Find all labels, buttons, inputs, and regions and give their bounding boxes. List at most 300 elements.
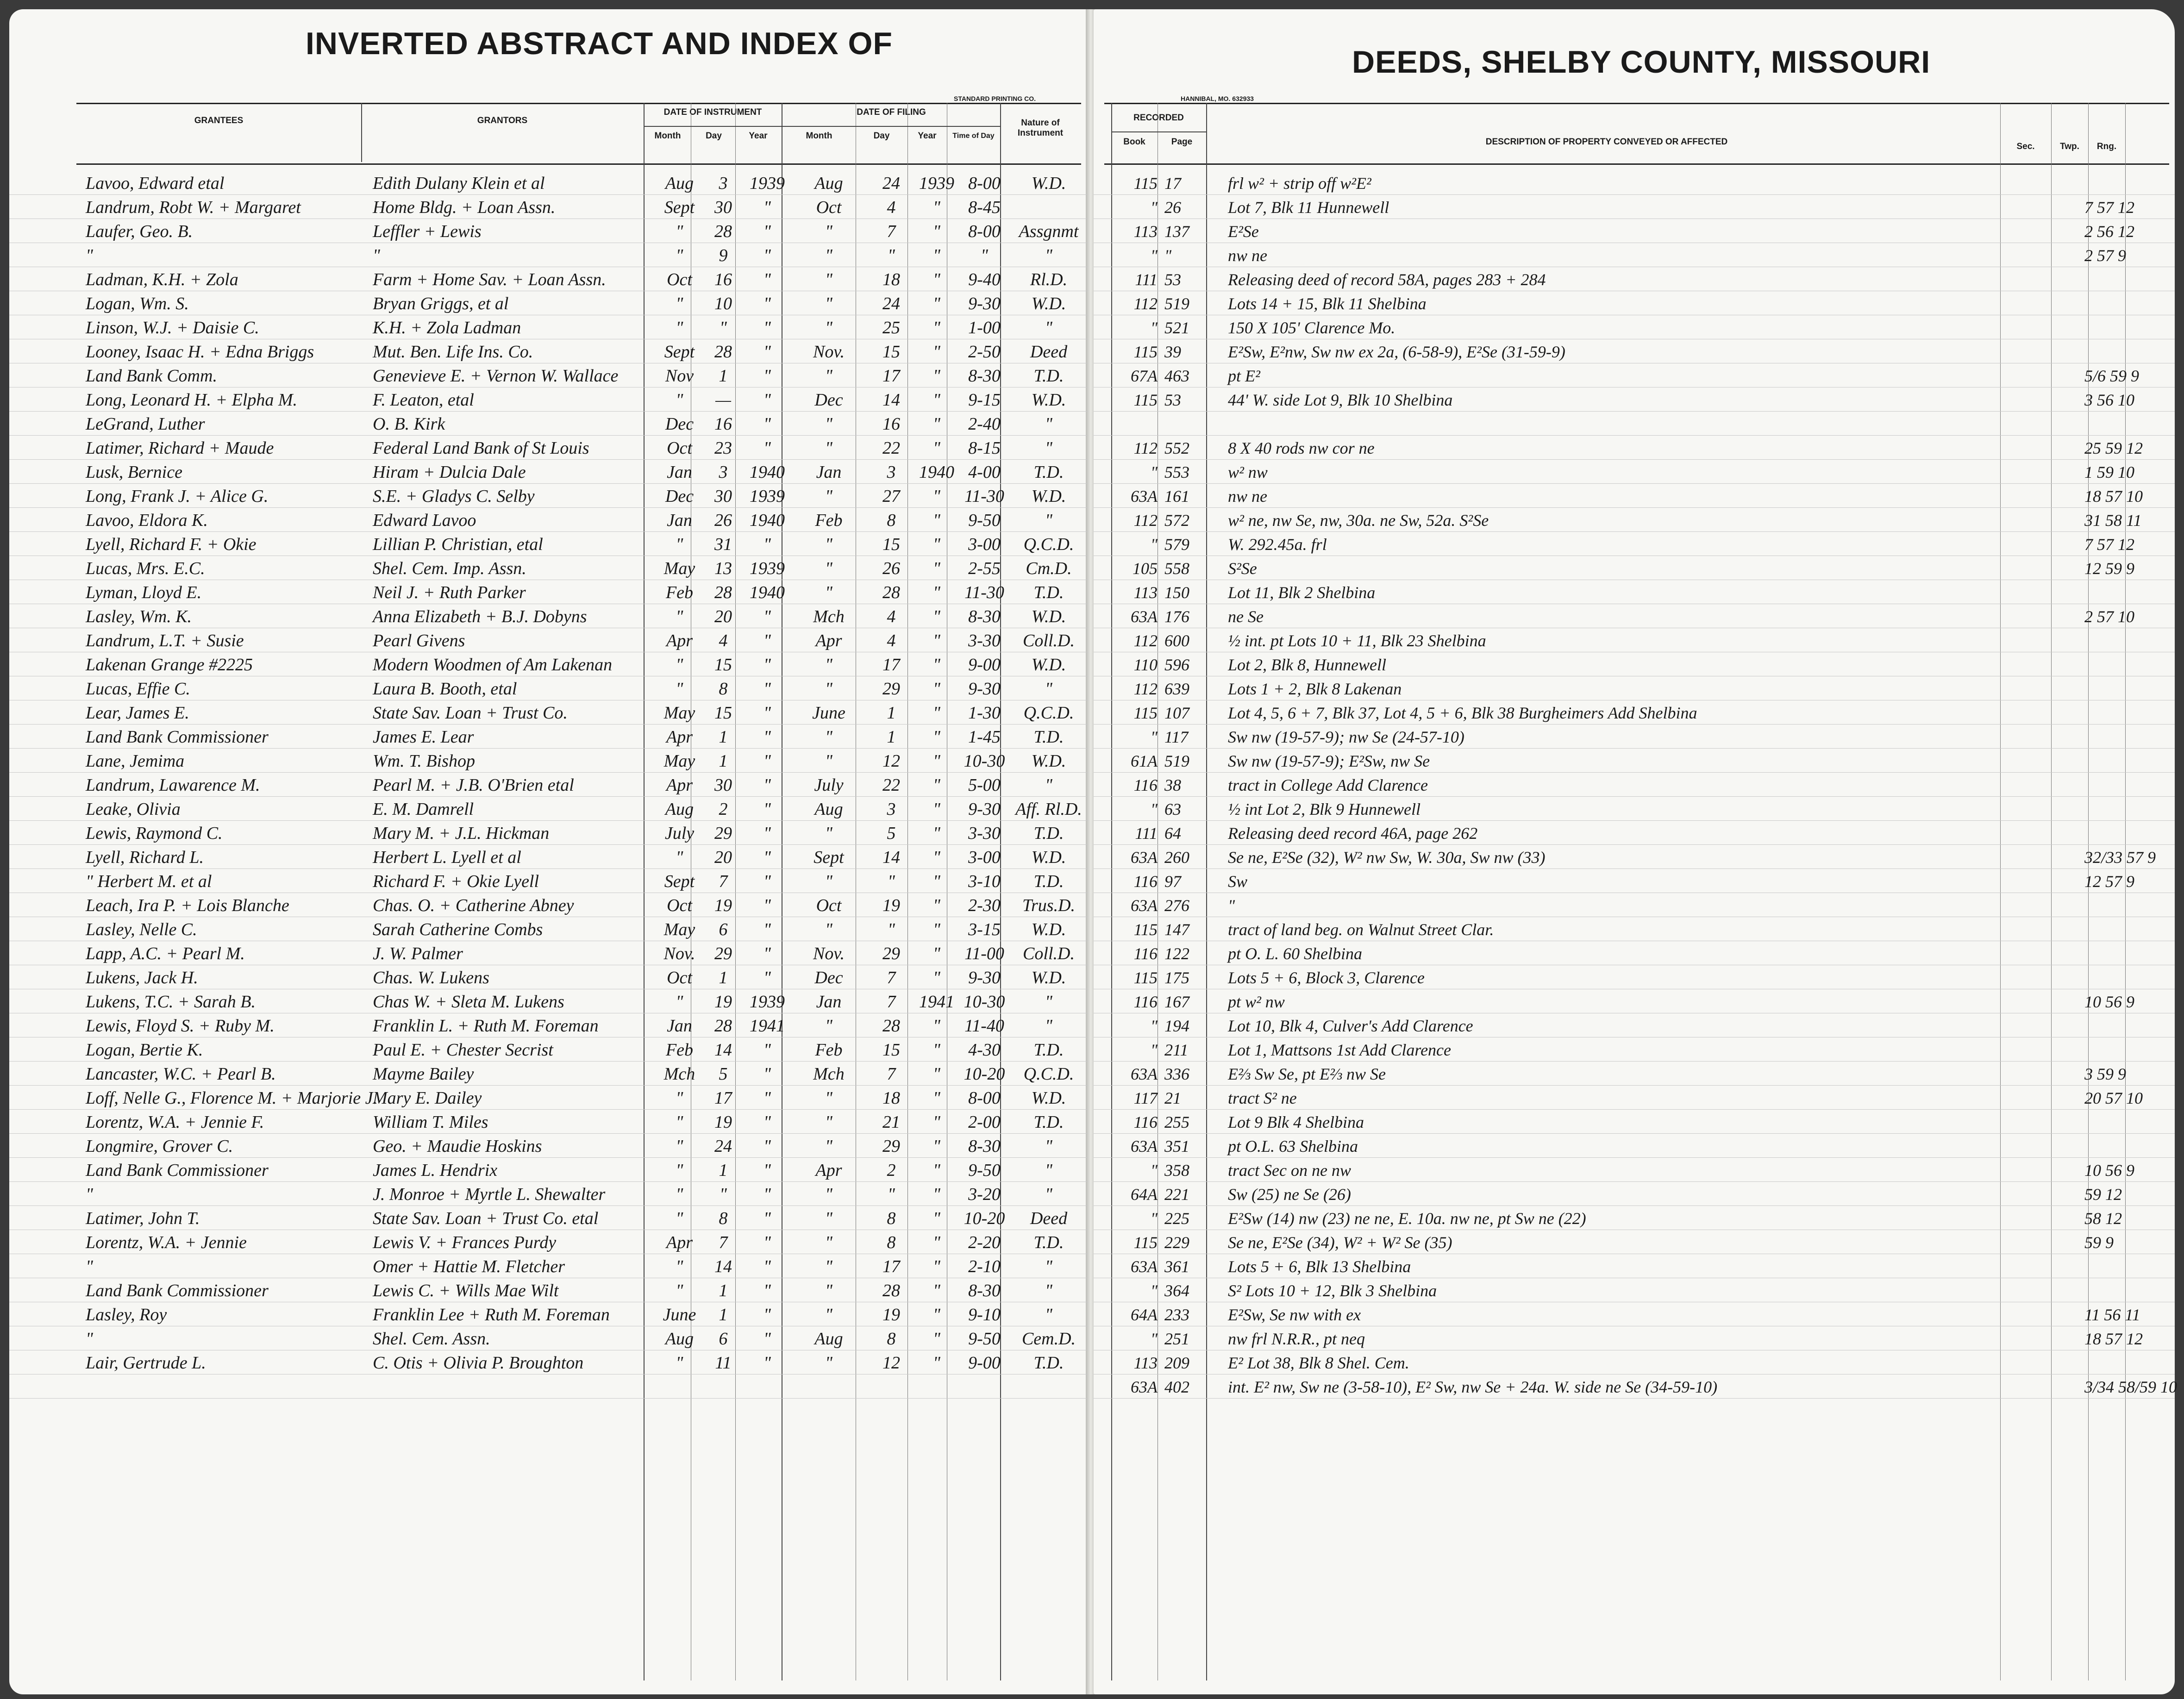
cell-y: 1940 [750,462,785,482]
cell-fy: " [933,294,940,313]
ledger-row-record [1094,508,2175,532]
cell-m: June [663,1305,696,1324]
cell-desc: Lot 7, Blk 11 Hunnewell [1228,198,1389,217]
cell-desc: nw ne [1228,487,1267,506]
cell-book: " [1150,1330,1158,1348]
cell-d: 17 [714,1088,732,1108]
cell-desc: pt w² nw [1228,993,1285,1011]
ledger-row [9,508,1088,532]
cell-fd: 1 [887,727,896,747]
cell-grantor: C. Otis + Olivia P. Broughton [373,1353,584,1373]
ledger-row-record [1094,219,2175,244]
cell-t: 4-00 [968,462,1001,482]
cell-page: 558 [1164,559,1189,578]
cell-fm: Sept [814,848,844,867]
cell-d: 15 [714,703,732,723]
cell-t: 1-00 [968,318,1001,337]
cell-fm: Jan [816,992,842,1012]
cell-d: 26 [714,511,732,530]
cell-fy: " [933,872,940,891]
cell-m: Nov. [663,944,695,963]
cell-book: 63A [1131,896,1158,915]
ledger-row [9,605,1088,629]
cell-desc: Sw nw (19-57-9); E²Sw, nw Se [1228,752,1430,770]
cell-fy: " [933,583,940,602]
cell-grantor: Chas. O. + Catherine Abney [373,896,574,915]
cell-grantee: Lusk, Bernice [86,462,182,482]
cell-page: 122 [1164,944,1189,963]
cell-t: 8-45 [968,198,1001,217]
cell-m: Dec [665,414,694,434]
cell-page: 26 [1164,198,1181,217]
cell-m: Aug [665,174,694,193]
cell-book: 112 [1133,511,1158,530]
cell-t: 8-30 [968,366,1001,386]
cell-fm: Nov. [813,944,845,963]
cell-n: " [1045,511,1052,530]
cell-d: 1 [719,366,728,386]
cell-t: 5-00 [968,775,1001,795]
cell-t: 3-00 [968,535,1001,554]
cell-m: " [676,1353,683,1373]
cell-desc: E² Lot 38, Blk 8 Shel. Cem. [1228,1354,1409,1372]
cell-d: 1 [719,1281,728,1300]
cell-desc: w² ne, nw Se, nw, 30a. ne Sw, 52a. S²Se [1228,511,1489,530]
cell-desc: Lot 1, Mattsons 1st Add Clarence [1228,1041,1452,1059]
cell-fm: " [825,1137,832,1156]
cell-d: 13 [714,559,732,578]
header-description: DESCRIPTION OF PROPERTY CONVEYED OR AFFECTED [1485,137,1728,147]
ledger-row [9,532,1088,556]
cell-book: " [1150,319,1158,337]
cell-y: " [763,222,771,241]
cell-t: 9-00 [968,655,1001,675]
ledger-row-record [1094,1351,2175,1375]
cell-grantor: Mut. Ben. Life Ins. Co. [373,342,533,362]
ledger-row [9,219,1088,244]
cell-grantee: Lancaster, W.C. + Pearl B. [86,1064,276,1084]
cell-d: 20 [714,607,732,626]
cell-fd: 22 [882,438,900,458]
cell-page: 107 [1164,704,1189,722]
cell-fd: 4 [887,198,896,217]
cell-m: July [664,824,695,843]
cell-y: 1941 [750,1016,785,1036]
cell-fd: " [888,920,895,939]
cell-fm: Apr [815,1161,842,1180]
cell-fy: " [933,896,940,915]
ledger-row-record [1094,581,2175,605]
cell-fm: Oct [816,896,842,915]
cell-book: 117 [1133,1089,1158,1107]
ledger-row-record [1094,1062,2175,1086]
cell-fy: " [933,727,940,747]
cell-desc: nw ne [1228,246,1267,265]
cell-desc: Sw (25) ne Se (26) [1228,1185,1351,1204]
cell-fm: " [825,246,832,265]
cell-fd: 21 [882,1112,900,1132]
cell-d: 30 [714,775,732,795]
cell-y: " [763,366,771,386]
cell-d: 14 [714,1257,732,1276]
cell-desc: 8 X 40 rods nw cor ne [1228,439,1375,457]
cell-fm: Aug [814,174,843,193]
ledger-row [9,1375,1088,1399]
ledger-row [9,821,1088,845]
cell-page: 221 [1164,1185,1189,1204]
cell-page: 225 [1164,1209,1189,1228]
ledger-row-record [1094,845,2175,869]
header-filing-year: Year [918,131,937,141]
cell-m: " [676,1257,683,1276]
cell-desc: tract of land beg. on Walnut Street Clar. [1228,920,1494,939]
ledger-row-record [1094,388,2175,412]
cell-y: " [763,968,771,987]
cell-fd: 15 [882,535,900,554]
cell-desc: Lot 10, Blk 4, Culver's Add Clarence [1228,1017,1473,1035]
cell-fd: 16 [882,414,900,434]
cell-grantor: Geo. + Maudie Hoskins [373,1137,542,1156]
cell-book: " [1150,535,1158,554]
cell-grantee: " Herbert M. et al [86,872,212,891]
ledger-row [9,1134,1088,1158]
cell-fm: " [825,1016,832,1036]
cell-n: Q.C.D. [1023,703,1074,723]
cell-fm: Nov. [813,342,845,362]
cell-grantor: State Sav. Loan + Trust Co. [373,703,568,723]
cell-fd: 4 [887,631,896,650]
cell-desc: Lot 11, Blk 2 Shelbina [1228,583,1376,602]
cell-book: " [1150,800,1158,818]
ledger-row-record [1094,244,2175,268]
cell-fy: " [933,535,940,554]
cell-desc: int. E² nw, Sw ne (3-58-10), E² Sw, nw Se + 24a. W. side ne Se (34-59-10) [1228,1378,1718,1396]
cell-t: 8-00 [968,1088,1001,1108]
cell-desc: nw frl N.R.R., pt neq [1228,1330,1365,1348]
cell-n: Deed [1030,1209,1068,1228]
cell-m: " [676,1137,683,1156]
cell-y: " [763,1305,771,1324]
cell-fy: " [933,1016,940,1036]
cell-y: " [763,920,771,939]
cell-d: 8 [719,679,728,699]
header-date-of-instrument: DATE OF INSTRUMENT [663,107,762,117]
cell-page: 255 [1164,1113,1189,1131]
cell-fd: 7 [887,1064,896,1084]
cell-grantee: Laufer, Geo. B. [86,222,193,241]
cell-grantor: O. B. Kirk [373,414,445,434]
cell-t: 3-10 [968,872,1001,891]
ledger-row [9,773,1088,797]
cell-d: 1 [719,1161,728,1180]
cell-n: Cem.D. [1021,1329,1076,1349]
cell-y: " [763,872,771,891]
cell-str: 7 57 12 [2084,535,2134,554]
cell-m: Mch [663,1064,695,1084]
cell-fm: " [825,920,832,939]
cell-n: Trus.D. [1022,896,1076,915]
ledger-row-record [1094,701,2175,725]
cell-str: 32/33 57 9 [2084,848,2156,867]
cell-y: " [763,1137,771,1156]
cell-fy: " [933,920,940,939]
cell-t: 8-00 [968,174,1001,193]
cell-n: W.D. [1031,1088,1066,1108]
cell-fd: 4 [887,607,896,626]
cell-m: Jan [667,462,692,482]
cell-d: 29 [714,824,732,843]
cell-m: Aug [665,800,694,819]
cell-m: Apr [666,727,693,747]
cell-d: 5 [719,1064,728,1084]
ledger-row [9,1351,1088,1375]
cell-n: " [1045,1016,1052,1036]
ledger-row-record [1094,1231,2175,1255]
cell-str: 2 57 9 [2084,246,2126,265]
cell-fy: " [933,414,940,434]
cell-t: 9-40 [968,270,1001,289]
cell-fd: 24 [882,294,900,313]
cell-d: 15 [714,655,732,675]
cell-fd: 17 [882,1257,900,1276]
cell-y: 1940 [750,583,785,602]
cell-desc: pt E² [1228,367,1260,385]
cell-m: " [676,222,683,241]
cell-fd: " [888,1185,895,1204]
cell-t: 10-30 [964,992,1005,1012]
cell-book: 113 [1133,1354,1158,1372]
cell-d: 7 [719,872,728,891]
cell-fd: 5 [887,824,896,843]
cell-desc: pt O.L. 63 Shelbina [1228,1137,1358,1156]
cell-grantee: Lakenan Grange #2225 [86,655,253,675]
cell-y: 1939 [750,487,785,506]
header-book: Book [1123,137,1145,147]
cell-grantor: Sarah Catherine Combs [373,920,543,939]
cell-fd: 17 [882,366,900,386]
cell-desc: S²Se [1228,559,1257,578]
cell-desc: Lots 1 + 2, Blk 8 Lakenan [1228,680,1402,698]
cell-desc: Lot 2, Blk 8, Hunnewell [1228,656,1386,674]
cell-t: 10-20 [964,1064,1005,1084]
cell-grantor: Franklin Lee + Ruth M. Foreman [373,1305,610,1324]
cell-grantor: Lewis C. + Wills Mae Wilt [373,1281,559,1300]
cell-fd: 18 [882,1088,900,1108]
cell-grantor: " [373,246,380,265]
cell-y: " [763,294,771,313]
cell-str: 31 58 11 [2084,511,2142,530]
cell-y: " [763,535,771,554]
cell-d: 10 [714,294,732,313]
cell-fd: 15 [882,1040,900,1060]
cell-fy: " [933,487,940,506]
cell-grantee: Land Bank Commissioner [86,1281,269,1300]
ledger-row-record [1094,1014,2175,1038]
cell-fy: " [933,1137,940,1156]
cell-m: Jan [667,511,692,530]
ledger-row [9,460,1088,484]
cell-d: 16 [714,414,732,434]
cell-page: 137 [1164,222,1189,241]
cell-n: " [1045,318,1052,337]
cell-grantee: Lear, James E. [86,703,189,723]
cell-fy: " [933,1353,940,1373]
cell-m: " [676,679,683,699]
ledger-row-record [1094,1134,2175,1158]
cell-grantee: Lewis, Floyd S. + Ruby M. [86,1016,275,1036]
cell-page: 463 [1164,367,1189,385]
cell-fm: Aug [814,1329,843,1349]
header-instrument-day: Day [706,131,722,141]
cell-grantee: Linson, W.J. + Daisie C. [86,318,259,337]
cell-grantor: Shel. Cem. Imp. Assn. [373,559,526,578]
cell-y: " [763,1209,771,1228]
cell-m: " [676,1112,683,1132]
cell-fy: " [933,366,940,386]
cell-fd: 28 [882,1016,900,1036]
cell-desc: Lots 5 + 6, Block 3, Clarence [1228,968,1425,987]
cell-m: " [676,1161,683,1180]
cell-fy: " [933,1040,940,1060]
ledger-row [9,195,1088,219]
cell-grantee: Lair, Gertrude L. [86,1353,206,1373]
cell-fd: 29 [882,679,900,699]
cell-fm: " [825,824,832,843]
cell-t: 9-50 [968,1329,1001,1349]
cell-grantee: Lorentz, W.A. + Jennie [86,1233,247,1252]
header-instrument-year: Year [749,131,768,141]
cell-desc: E²Se [1228,222,1259,241]
divider [644,126,1000,127]
cell-fd: 26 [882,559,900,578]
cell-y: " [763,1185,771,1204]
cell-y: 1939 [750,992,785,1012]
cell-fy: " [933,1257,940,1276]
cell-t: 9-10 [968,1305,1001,1324]
cell-grantee: Latimer, Richard + Maude [86,438,274,458]
cell-fm: " [825,414,832,434]
cell-desc: tract in College Add Clarence [1228,776,1428,794]
cell-page: 167 [1164,993,1189,1011]
cell-n: Rl.D. [1030,270,1068,289]
cell-grantor: Edward Lavoo [373,511,476,530]
cell-t: 1-30 [968,703,1001,723]
cell-desc: tract S² ne [1228,1089,1297,1107]
cell-grantor: Richard F. + Okie Lyell [373,872,539,891]
cell-desc: Se ne, E²Se (34), W² + W² Se (35) [1228,1233,1452,1252]
cell-t: 11-00 [964,944,1004,963]
ledger-row [9,677,1088,701]
cell-y: " [763,414,771,434]
ledger-row [9,171,1088,195]
cell-page: 97 [1164,872,1181,891]
cell-fd: 8 [887,1233,896,1252]
ledger-row-record [1094,532,2175,556]
cell-grantor: State Sav. Loan + Trust Co. etal [373,1209,599,1228]
ledger-row [9,1014,1088,1038]
ledger-row [9,629,1088,653]
ledger-row-record [1094,340,2175,364]
cell-y: " [763,1088,771,1108]
cell-d: 19 [714,896,732,915]
cell-n: W.D. [1031,607,1066,626]
cell-fy: " [933,1088,940,1108]
cell-page: 572 [1164,511,1189,530]
cell-grantor: Neil J. + Ruth Parker [373,583,526,602]
cell-d: 19 [714,992,732,1012]
cell-n: T.D. [1033,366,1064,386]
cell-y: " [763,198,771,217]
cell-y: " [763,438,771,458]
cell-fd: 22 [882,775,900,795]
cell-fd: 28 [882,1281,900,1300]
cell-t: 2-20 [968,1233,1001,1252]
cell-str: 12 57 9 [2084,872,2134,891]
ledger-row [9,1158,1088,1182]
ledger-row [9,1038,1088,1062]
cell-grantee: Lucas, Mrs. E.C. [86,559,205,578]
ledger-row-record [1094,653,2175,677]
cell-page: 38 [1164,776,1181,794]
cell-grantor: Paul E. + Chester Secrist [373,1040,553,1060]
cell-book: " [1150,198,1158,217]
ledger-row-record [1094,316,2175,340]
cell-m: " [676,607,683,626]
cell-grantee: LeGrand, Luther [86,414,205,434]
cell-fm: " [825,559,832,578]
cell-m: " [676,535,683,554]
cell-grantor: J. Monroe + Myrtle L. Shewalter [373,1185,606,1204]
cell-fm: Feb [815,511,843,530]
cell-page: 519 [1164,294,1189,313]
cell-n: W.D. [1031,294,1066,313]
cell-fd: 7 [887,968,896,987]
cell-n: T.D. [1033,1353,1064,1373]
cell-fm: " [825,487,832,506]
ledger-row [9,364,1088,388]
cell-fd: 25 [882,318,900,337]
ledger-row-record [1094,556,2175,581]
cell-t: 2-40 [968,414,1001,434]
cell-fy: " [933,438,940,458]
cell-str: 5/6 59 9 [2084,367,2140,385]
cell-t: 3-30 [968,631,1001,650]
cell-grantee: Lukens, Jack H. [86,968,198,987]
cell-fd: 2 [887,1161,896,1180]
cell-y: " [763,775,771,795]
header-instrument-month: Month [654,131,681,141]
ledger-row-record [1094,460,2175,484]
cell-y: " [763,727,771,747]
cell-desc: E²Sw, Se nw with ex [1228,1305,1361,1324]
cell-d: 16 [714,270,732,289]
cell-str: 10 56 9 [2084,993,2134,1011]
cell-grantee: Lyell, Richard L. [86,848,204,867]
cell-fy: 1940 [919,462,954,482]
cell-page: 39 [1164,343,1181,361]
ledger-row [9,340,1088,364]
cell-t: 11-30 [964,583,1004,602]
cell-grantee: " [86,1185,93,1204]
cell-fm: Oct [816,198,842,217]
ledger-row-record [1094,821,2175,845]
ledger-row [9,653,1088,677]
cell-fy: 1939 [919,174,954,193]
cell-n: W.D. [1031,487,1066,506]
cell-str: 3 59 9 [2084,1065,2126,1083]
cell-t: 11-40 [964,1016,1004,1036]
ledger-row [9,1062,1088,1086]
